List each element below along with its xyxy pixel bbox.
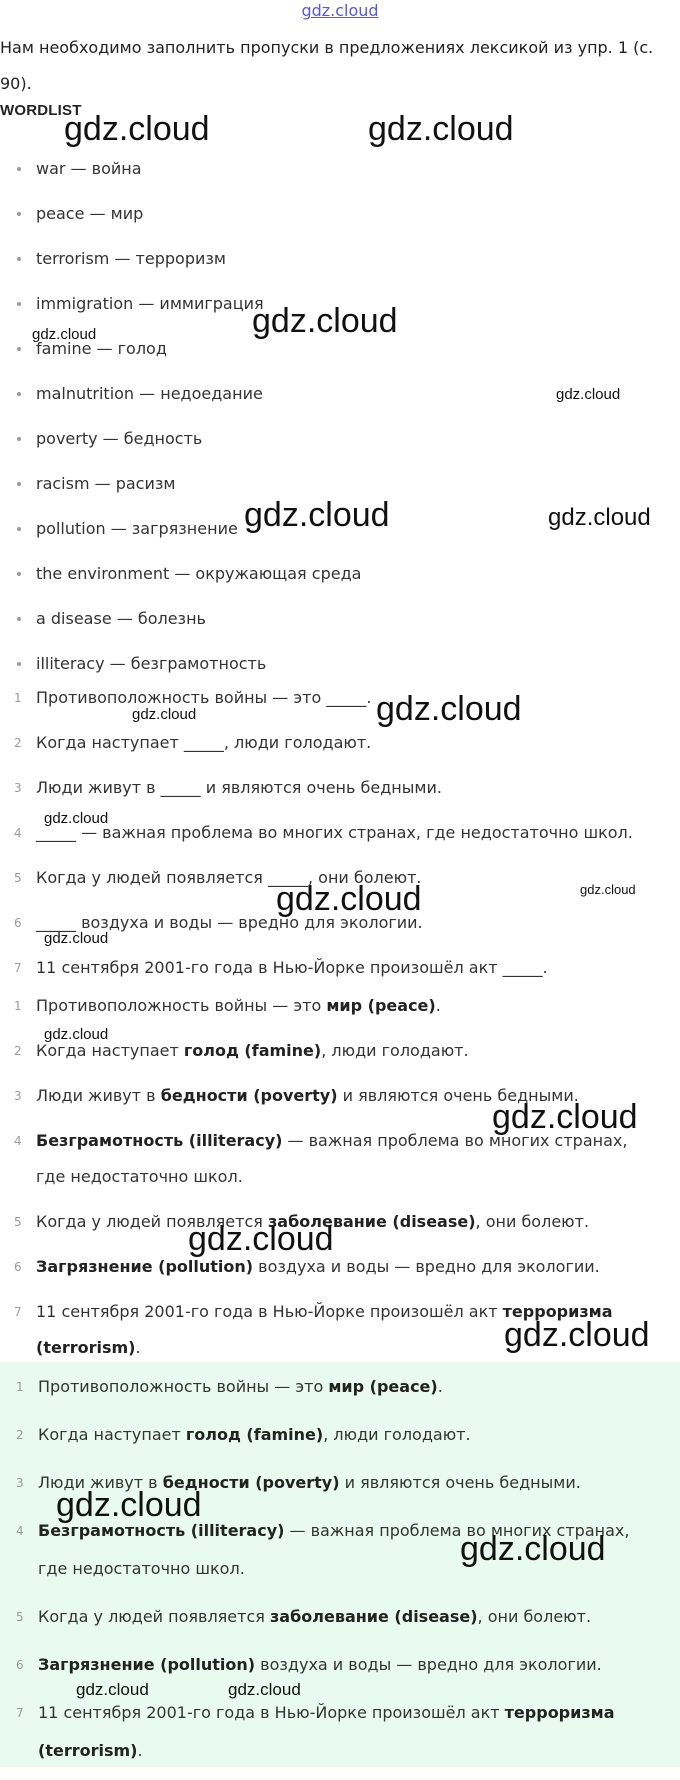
answer-item: 7 11 сентября 2001-го года в Нью-Йорке произошёл акт терроризма (terrorism). [2,1694,662,1770]
list-item: terrorism — терроризм [0,236,361,281]
exercise-item [0,908,670,953]
answer-word: мир (peace) [328,1377,438,1396]
answer-word: заболевание (disease) [267,1212,476,1231]
answer-item: 3 Люди живут в бедности (poverty) и являются очень бедными. [0,1078,650,1114]
watermark: gdz.cloud [76,1680,149,1699]
item-number: 1 [14,999,22,1013]
highlighted-answer-list [2,1368,662,1780]
wordlist-heading: WORDLIST [0,102,82,119]
sentence-text: Люди живут в _____ и являются очень бедными. [36,778,442,797]
item-number: 7 [14,961,22,975]
answer-item: 1 Противоположность войны — это мир (peace). [0,988,650,1024]
item-number: 3 [14,781,22,795]
item-number: 6 [14,1260,22,1274]
watermark: gdz.cloud [228,1680,301,1699]
answer-word: терроризма (terrorism) [38,1703,615,1760]
exercise-item [0,863,670,908]
answer-word: бедности (poverty) [162,1473,340,1492]
watermark: gdz.cloud [504,1316,650,1354]
watermark: gdz.cloud [244,496,390,534]
watermark: gdz.cloud [556,386,621,403]
exercise-item [0,683,670,728]
item-number: 5 [16,1610,24,1624]
exercise-item [0,728,670,773]
list-item: famine — голод [0,326,361,371]
item-number: 6 [14,916,22,930]
answer-item: 3 Люди живут в бедности (poverty) и являются очень бедными. [2,1464,662,1502]
sentence-text: _____ — важная проблема во многих странах, где недостаточно школ. [36,823,633,842]
site-link[interactable]: gdz.cloud [301,1,379,20]
answer-word: заболевание (disease) [269,1607,478,1626]
item-number: 4 [14,1134,22,1148]
answer-word: Безграмотность (illiteracy) [36,1131,283,1150]
item-number: 7 [14,1305,22,1319]
list-item: peace — мир [0,191,361,236]
item-number: 2 [14,736,22,750]
sentence-text: Когда наступает _____, люди голодают. [36,733,372,752]
watermark: gdz.cloud [56,1486,202,1524]
item-number: 2 [16,1428,24,1442]
answer-item: 2 Когда наступает голод (famine), люди голодают. [0,1033,650,1069]
answer-list [0,988,650,1375]
list-item: war — война [0,146,361,191]
answer-word: Загрязнение (pollution) [36,1257,254,1276]
wordlist [0,146,361,686]
watermark: gdz.cloud [132,706,197,723]
exercise-item [0,818,670,863]
answer-word: мир (peace) [326,996,436,1015]
watermark: gdz.cloud [44,810,109,827]
watermark: gdz.cloud [368,110,514,148]
sentence-text: _____ воздуха и воды — вредно для экологии. [36,913,423,932]
list-item: racism — расизм [0,461,361,506]
answer-item: 2 Когда наступает голод (famine), люди голодают. [2,1416,662,1454]
item-number: 2 [14,1044,22,1058]
item-number: 5 [14,871,22,885]
item-number: 4 [16,1524,24,1538]
exercise-item [0,773,670,818]
answer-word: Загрязнение (pollution) [38,1655,256,1674]
task-description: Нам необходимо заполнить пропуски в предложениях лексикой из упр. 1 (с. 90). [0,38,654,93]
answer-word: голод (famine) [183,1041,322,1060]
item-number: 5 [14,1215,22,1229]
list-item: malnutrition — недоедание [0,371,361,416]
watermark: gdz.cloud [44,1026,109,1043]
watermark: gdz.cloud [376,690,522,728]
list-item: illiteracy — безграмотность [0,641,361,686]
watermark: gdz.cloud [64,110,210,148]
watermark: gdz.cloud [32,326,97,343]
answer-item: 6 Загрязнение (pollution) воздуха и воды — вредно для экологии. [2,1646,662,1684]
answer-word: голод (famine) [185,1425,324,1444]
item-number: 4 [14,826,22,840]
answer-item: 4 Безграмотность (illiteracy) — важная проблема во многих странах, где недостаточно школ. [0,1123,650,1195]
answer-item: 7 11 сентября 2001-го года в Нью-Йорке произошёл акт терроризма (terrorism). [0,1294,650,1366]
item-number: 1 [14,691,22,705]
list-item: immigration — иммиграция [0,281,361,326]
item-number: 1 [16,1380,24,1394]
answer-word: бедности (poverty) [160,1086,338,1105]
watermark: gdz.cloud [252,302,398,340]
answer-item: 6 Загрязнение (pollution) воздуха и воды — вредно для экологии. [0,1249,650,1285]
watermark: gdz.cloud [492,1098,638,1136]
watermark: gdz.cloud [548,504,651,531]
item-number: 3 [16,1476,24,1490]
watermark: gdz.cloud [276,880,422,918]
answer-item: 5 Когда у людей появляется заболевание (disease), они болеют. [2,1598,662,1636]
item-number: 7 [16,1706,24,1720]
sentence-text: 11 сентября 2001-го года в Нью-Йорке произошёл акт _____. [36,958,548,977]
exercise-sentences [0,683,670,998]
item-number: 3 [14,1089,22,1103]
answer-word: терроризма (terrorism) [36,1302,613,1357]
sentence-text: Когда у людей появляется _____, они болеют. [36,868,422,887]
list-item: the environment — окружающая среда [0,551,361,596]
item-number: 6 [16,1658,24,1672]
sentence-text: Противоположность войны — это _____. [36,688,372,707]
answer-item: 5 Когда у людей появляется заболевание (disease), они болеют. [0,1204,650,1240]
list-item: pollution — загрязнение [0,506,361,551]
watermark: gdz.cloud [44,930,109,947]
list-item: poverty — бедность [0,416,361,461]
answer-word: Безграмотность (illiteracy) [38,1521,285,1540]
watermark: gdz.cloud [188,1220,334,1258]
answer-item: 1 Противоположность войны — это мир (peace). [2,1368,662,1406]
list-item: a disease — болезнь [0,596,361,641]
watermark: gdz.cloud [460,1530,606,1568]
answer-item: 4 Безграмотность (illiteracy) — важная проблема во многих странах, где недостаточно школ. [2,1512,662,1588]
watermark: gdz.cloud [580,882,636,897]
